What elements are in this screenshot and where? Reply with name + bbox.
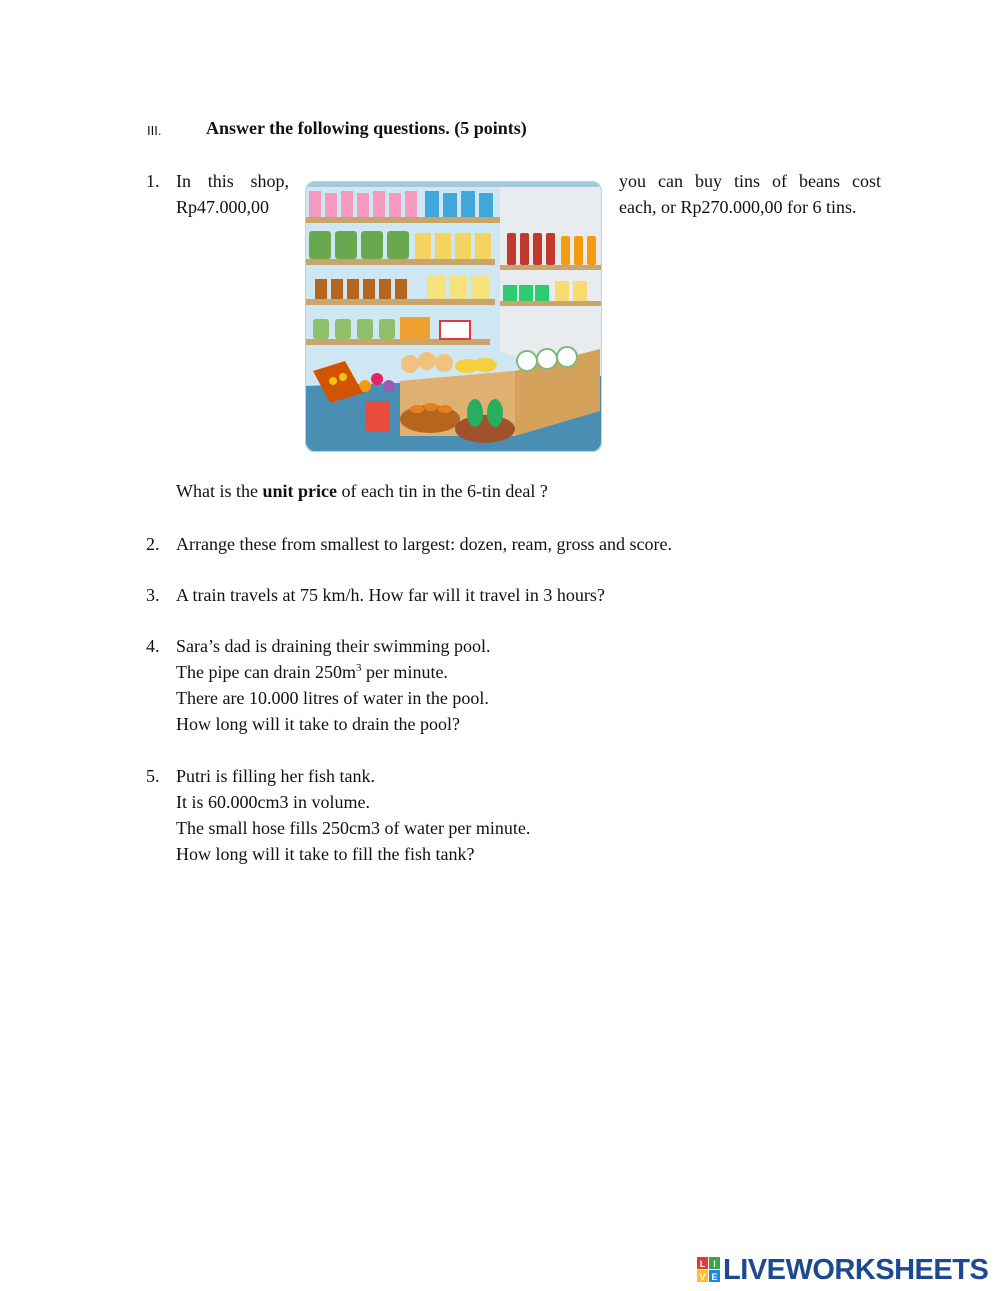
- question-4-line-4: How long will it take to drain the pool?: [176, 714, 460, 734]
- question-2-text: Arrange these from smallest to largest: dozen, ream, gross and score.: [176, 534, 673, 554]
- line-2-pre: The pipe can drain 250m: [176, 662, 356, 682]
- word: you: [619, 171, 646, 191]
- question-2-number: 2.: [146, 534, 160, 554]
- question-5-line-2: It is 60.000cm3 in volume.: [176, 792, 370, 812]
- prompt-pre: What is the: [176, 481, 263, 501]
- superscript: 3: [355, 662, 362, 674]
- question-5-line-1: Putri is filling her fish tank.: [176, 766, 375, 786]
- question-1-number: 1.: [146, 171, 160, 191]
- badge-letter: E: [711, 1272, 718, 1282]
- logo-text: LIVEWORKSHEETS: [723, 1253, 989, 1286]
- word: can: [658, 171, 683, 191]
- word: shop,: [250, 171, 289, 191]
- question-1-prompt: [176, 478, 548, 504]
- question-1-right-line2: each, or Rp270.000,00 for 6 tins.: [619, 197, 857, 217]
- badge-letter: V: [699, 1272, 706, 1282]
- question-4-line-1: Sara’s dad is draining their swimming pool.: [176, 636, 491, 656]
- question-1-right-line1: [619, 168, 881, 194]
- question-3-number: 3.: [146, 585, 160, 605]
- logo-badge-icon: [697, 1257, 721, 1283]
- question-5-number: 5.: [146, 766, 160, 786]
- word: cost: [851, 171, 881, 191]
- question-4-body: [176, 633, 490, 737]
- question-5-body: [176, 763, 530, 867]
- question-4-line-3: There are 10.000 litres of water in the pool.: [176, 688, 489, 708]
- prompt-bold: unit price: [262, 481, 337, 501]
- word: In: [176, 171, 191, 191]
- word: buy: [694, 171, 722, 191]
- line-2-post: per minute.: [361, 662, 448, 682]
- word: beans: [799, 171, 840, 191]
- word: of: [772, 171, 787, 191]
- question-5-line-4: How long will it take to fill the fish tank?: [176, 844, 475, 864]
- grocery-shop-illustration: [305, 181, 602, 452]
- question-4-number: 4.: [146, 636, 160, 656]
- section-heading: Answer the following questions. (5 points): [206, 118, 527, 138]
- question-4-line-2: [176, 659, 490, 685]
- badge-letter: L: [699, 1259, 706, 1269]
- question-3-text: A train travels at 75 km/h. How far will it travel in 3 hours?: [176, 585, 605, 605]
- question-5-line-3: The small hose fills 250cm3 of water per minute.: [176, 818, 531, 838]
- word: tins: [733, 171, 760, 191]
- prompt-post: of each tin in the 6-tin deal ?: [336, 481, 548, 501]
- question-1-left-line2: Rp47.000,00: [176, 197, 270, 217]
- liveworksheets-logo[interactable]: [697, 1254, 988, 1286]
- word: this: [207, 171, 234, 191]
- badge-letter: I: [713, 1259, 716, 1269]
- section-number: III.: [147, 123, 162, 138]
- question-1-left-line1: [176, 168, 289, 194]
